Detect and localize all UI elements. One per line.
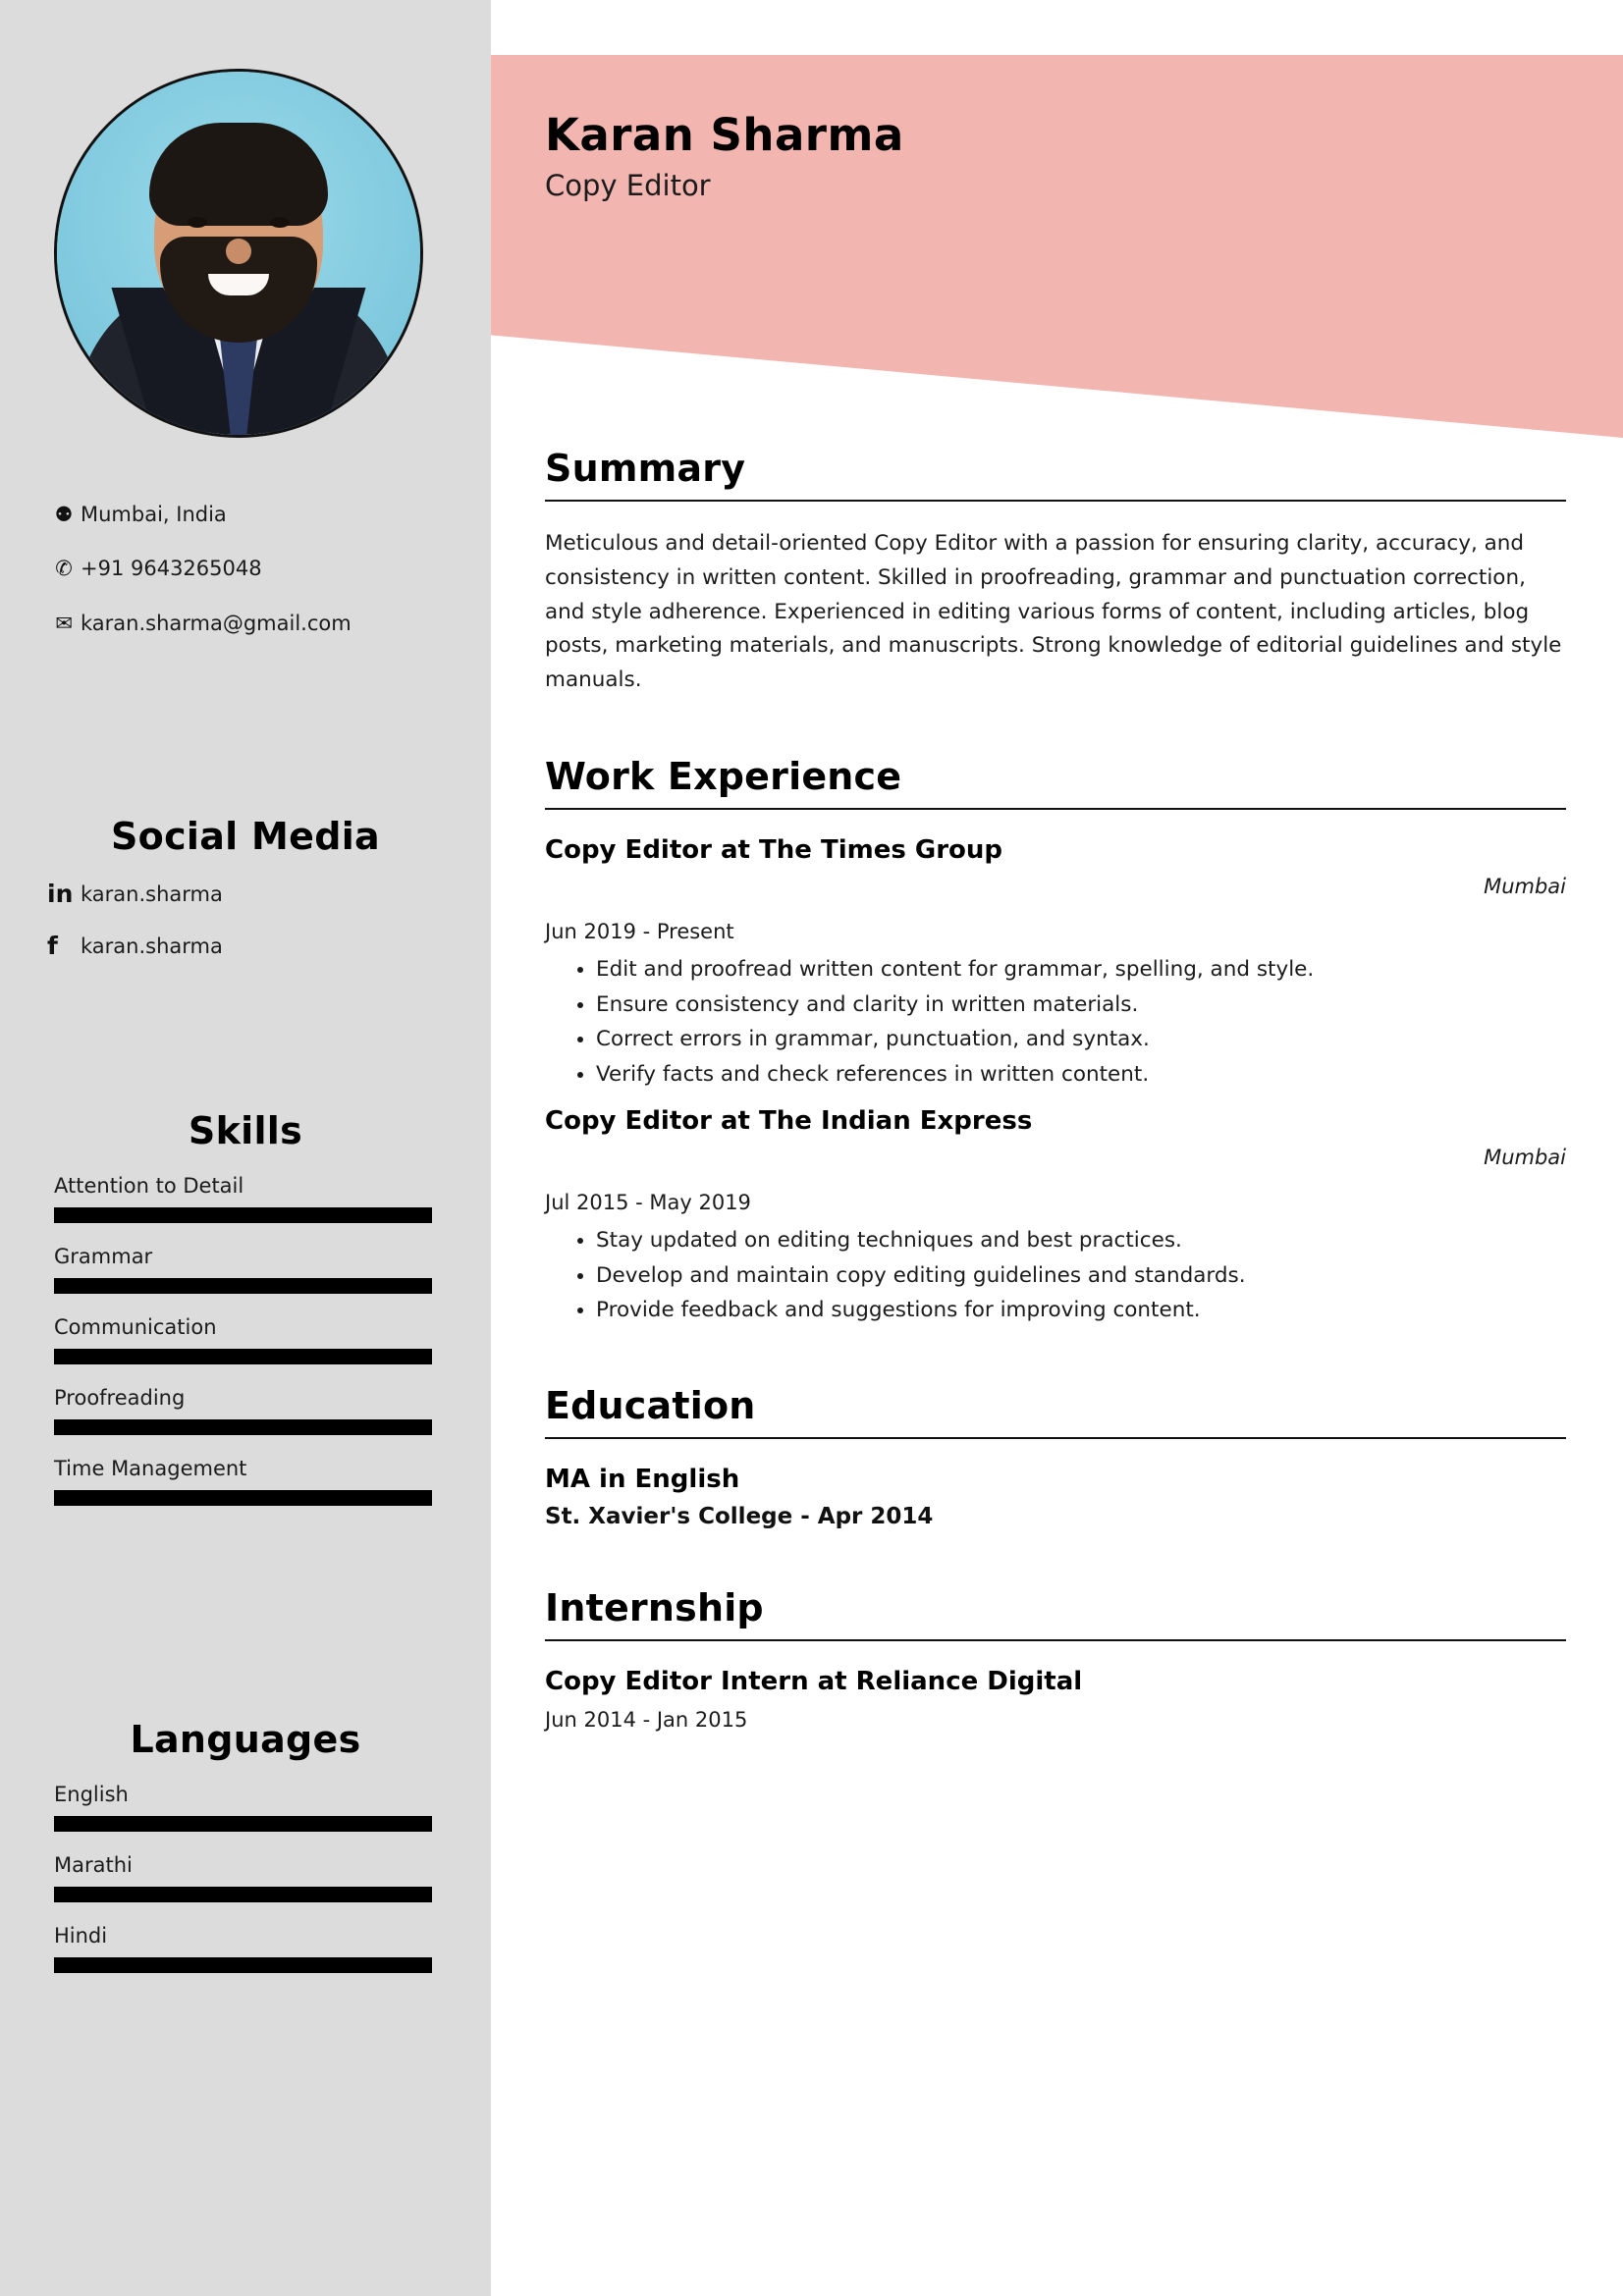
education-school: St. Xavier's College - Apr 2014 xyxy=(545,1503,934,1529)
work-duty: • Stay updated on editing techniques and best practices. xyxy=(596,1224,1566,1257)
skill-item xyxy=(54,1457,437,1506)
education-divider xyxy=(545,1437,1566,1439)
work-duty: • Edit and proofread written content for grammar, spelling, and style. xyxy=(596,953,1566,987)
languages-list xyxy=(0,1783,491,1973)
skill-label: Proofreading xyxy=(54,1386,186,1410)
skill-meter xyxy=(54,1349,432,1364)
work-duty: • Develop and maintain copy editing guidelines and standards. xyxy=(596,1259,1566,1293)
language-meter-fill xyxy=(54,1887,432,1902)
work-duty: • Correct errors in grammar, punctuation, and syntax. xyxy=(596,1023,1566,1056)
work-item-dates: Jun 2019 - Present xyxy=(545,920,734,944)
internship-divider xyxy=(545,1639,1566,1641)
education-degree: MA in English xyxy=(545,1464,740,1494)
skill-item xyxy=(54,1386,437,1435)
work-duty: • Ensure consistency and clarity in written materials. xyxy=(596,988,1566,1022)
internship-heading: Internship xyxy=(545,1585,764,1629)
social-media-heading: Social Media xyxy=(111,815,380,858)
language-meter-fill xyxy=(54,1957,432,1973)
social-media-list xyxy=(0,880,491,960)
summary-divider xyxy=(545,500,1566,502)
linkedin-icon: in xyxy=(47,880,74,908)
language-meter-fill xyxy=(54,1816,432,1832)
internship-dates: Jun 2014 - Jan 2015 xyxy=(545,1707,748,1732)
skill-meter-fill xyxy=(54,1419,432,1435)
avatar-eye-left xyxy=(188,217,207,228)
internship-section xyxy=(545,1586,1566,1732)
language-label: Marathi xyxy=(54,1853,133,1877)
summary-text: Meticulous and detail-oriented Copy Editor with a passion for ensuring clarity, accuracy, and consistency in written content. Skilled in proofreading, grammar and punctuation correction, and style adherence. Experienced in editing various forms of content, including articles, blog posts, marketing materials, and manuscripts. Strong knowledge of editorial guidelines and style manuals. xyxy=(545,531,1562,693)
avatar xyxy=(54,69,423,438)
skill-item xyxy=(54,1174,437,1223)
work-item-title: Copy Editor at The Times Group xyxy=(545,835,1003,866)
work-item xyxy=(545,1106,1566,1327)
skill-meter-fill xyxy=(54,1278,432,1294)
skill-item xyxy=(54,1315,437,1364)
language-meter xyxy=(54,1816,432,1832)
contact-item-location xyxy=(47,501,450,529)
skills-heading: Skills xyxy=(188,1109,303,1152)
social-media-section xyxy=(0,815,491,984)
summary-section xyxy=(545,447,1566,698)
skill-label: Attention to Detail xyxy=(54,1174,244,1198)
skill-item xyxy=(54,1245,437,1294)
work-duty: • Verify facts and check references in written content. xyxy=(596,1058,1566,1092)
avatar-nose xyxy=(226,239,251,264)
skill-meter xyxy=(54,1419,432,1435)
header-text xyxy=(545,110,904,202)
language-meter xyxy=(54,1887,432,1902)
social-item-facebook[interactable] xyxy=(47,932,491,960)
location-pin-icon: ⚉ xyxy=(54,503,74,526)
contact-phone-text: +91 9643265048 xyxy=(81,557,262,581)
work-item-duties xyxy=(545,953,1566,1091)
languages-section xyxy=(0,1718,491,1995)
skill-meter xyxy=(54,1207,432,1223)
education-section xyxy=(545,1384,1566,1529)
summary-heading: Summary xyxy=(545,447,746,490)
contact-location-text: Mumbai, India xyxy=(81,503,227,526)
education-heading: Education xyxy=(545,1383,756,1427)
work-item-dates: Jul 2015 - May 2019 xyxy=(545,1191,751,1215)
work-item-duties xyxy=(545,1224,1566,1327)
social-linkedin-handle: karan.sharma xyxy=(81,881,223,906)
skills-list xyxy=(0,1174,491,1506)
skill-label: Communication xyxy=(54,1315,217,1339)
skill-meter xyxy=(54,1278,432,1294)
avatar-eye-right xyxy=(270,217,290,228)
skills-section xyxy=(0,1109,491,1527)
skill-label: Time Management xyxy=(54,1457,247,1480)
job-role-subtitle: Copy Editor xyxy=(545,168,711,202)
skill-meter xyxy=(54,1490,432,1506)
contact-item-phone xyxy=(47,555,450,583)
work-item-location: Mumbai xyxy=(1484,1146,1566,1170)
language-label: English xyxy=(54,1783,129,1806)
contact-item-email xyxy=(47,610,450,638)
facebook-icon: f xyxy=(47,932,58,960)
work-item-title: Copy Editor at The Indian Express xyxy=(545,1106,1033,1137)
social-facebook-handle: karan.sharma xyxy=(81,934,223,958)
main-content xyxy=(545,447,1566,1732)
social-item-linkedin[interactable] xyxy=(47,880,491,908)
page-title: Karan Sharma xyxy=(545,109,904,161)
contact-list xyxy=(47,501,450,664)
internship-role: Copy Editor Intern at Reliance Digital xyxy=(545,1666,1083,1696)
avatar-hair xyxy=(149,123,328,226)
work-experience-heading: Work Experience xyxy=(545,755,902,799)
contact-email-text: karan.sharma@gmail.com xyxy=(81,611,352,635)
work-item-location: Mumbai xyxy=(1484,875,1566,899)
email-icon: ✉ xyxy=(55,611,73,635)
skill-label: Grammar xyxy=(54,1245,153,1268)
work-item xyxy=(545,835,1566,1091)
language-label: Hindi xyxy=(54,1924,108,1948)
language-item xyxy=(54,1783,437,1832)
skill-meter-fill xyxy=(54,1349,432,1364)
phone-icon: ✆ xyxy=(55,557,73,581)
skill-meter-fill xyxy=(54,1207,432,1223)
work-experience-section xyxy=(545,755,1566,1327)
skill-meter-fill xyxy=(54,1490,432,1506)
work-duty: • Provide feedback and suggestions for improving content. xyxy=(596,1294,1566,1327)
language-item xyxy=(54,1853,437,1902)
language-meter xyxy=(54,1957,432,1973)
language-item xyxy=(54,1924,437,1973)
work-experience-divider xyxy=(545,808,1566,810)
languages-heading: Languages xyxy=(130,1718,361,1761)
